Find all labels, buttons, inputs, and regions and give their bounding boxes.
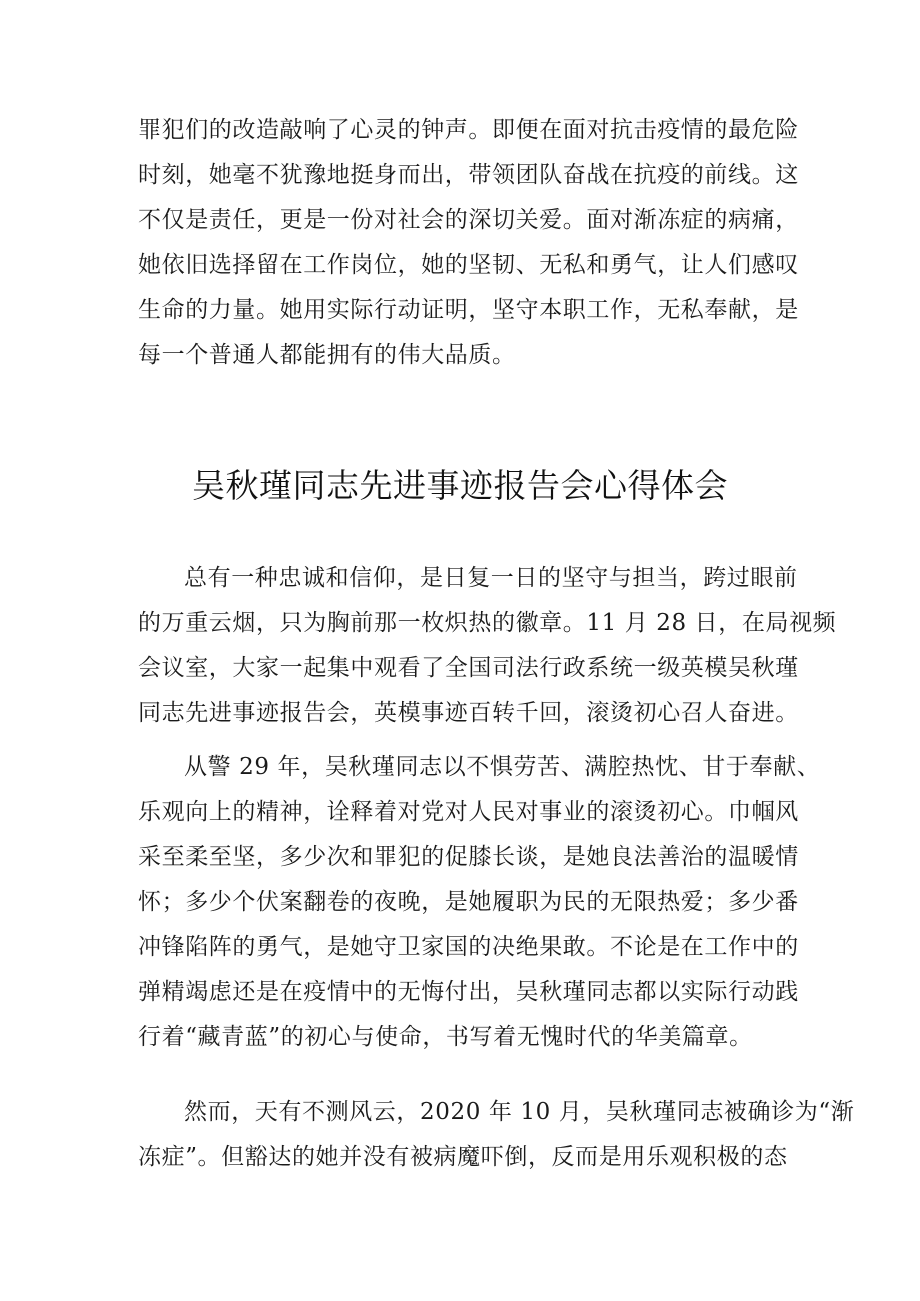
paragraph-4 [138, 1090, 855, 1180]
paragraph-line: 总有一种忠诚和信仰，是日复一日的坚守与担当，跨过眼前 [184, 565, 798, 591]
paragraph-line: 弹精竭虑还是在疫情中的无悔付出，吴秋瑾同志都以实际行动践 [138, 979, 799, 1005]
paragraph-line: 每一个普通人都能拥有的伟大品质。 [138, 342, 516, 368]
paragraph-line: 从警 29 年，吴秋瑾同志以不惧劳苦、满腔热忱、甘于奉献、 [184, 754, 821, 780]
paragraph-line: 时刻，她毫不犹豫地挺身而出，带领团队奋战在抗疫的前线。这 [138, 162, 799, 188]
paragraph-line: 然而，天有不测风云，2020 年 10 月，吴秋瑾同志被确诊为“渐 [184, 1099, 855, 1125]
paragraph-line: 她依旧选择留在工作岗位，她的坚韧、无私和勇气，让人们感叹 [138, 252, 799, 278]
paragraph-line: 冲锋陷阵的勇气，是她守卫家国的决绝果敢。不论是在工作中的 [138, 934, 799, 960]
paragraph-1 [138, 108, 798, 378]
paragraph-line: 罪犯们的改造敲响了心灵的钟声。即便在面对抗击疫情的最危险 [138, 117, 799, 143]
paragraph-line: 的万重云烟，只为胸前那一枚炽热的徽章。11 月 28 日，在局视频 [138, 610, 837, 636]
paragraph-2 [138, 556, 837, 736]
paragraph-line: 怀；多少个伏案翻卷的夜晚，是她履职为民的无限热爱；多少番 [138, 889, 799, 915]
article-title: 吴秋瑾同志先进事迹报告会心得体会 [192, 466, 728, 505]
paragraph-line: 行着“藏青蓝”的初心与使命，书写着无愧时代的华美篇章。 [138, 1024, 753, 1050]
paragraph-line: 同志先进事迹报告会，英模事迹百转千回，滚烫初心召人奋进。 [138, 700, 799, 726]
paragraph-line: 会议室，大家一起集中观看了全国司法行政系统一级英模吴秋瑾 [138, 655, 799, 681]
paragraph-line: 不仅是责任，更是一份对社会的深切关爱。面对渐冻症的病痛， [138, 207, 799, 233]
paragraph-line: 冻症”。但豁达的她并没有被病魔吓倒，反而是用乐观积极的态 [138, 1144, 788, 1170]
paragraph-line: 生命的力量。她用实际行动证明，坚守本职工作，无私奉献，是 [138, 297, 799, 323]
paragraph-3 [138, 745, 821, 1060]
paragraph-line: 乐观向上的精神，诠释着对党对人民对事业的滚烫初心。巾帼风 [138, 799, 799, 825]
paragraph-line: 采至柔至坚，多少次和罪犯的促膝长谈，是她良法善治的温暖情 [138, 844, 799, 870]
